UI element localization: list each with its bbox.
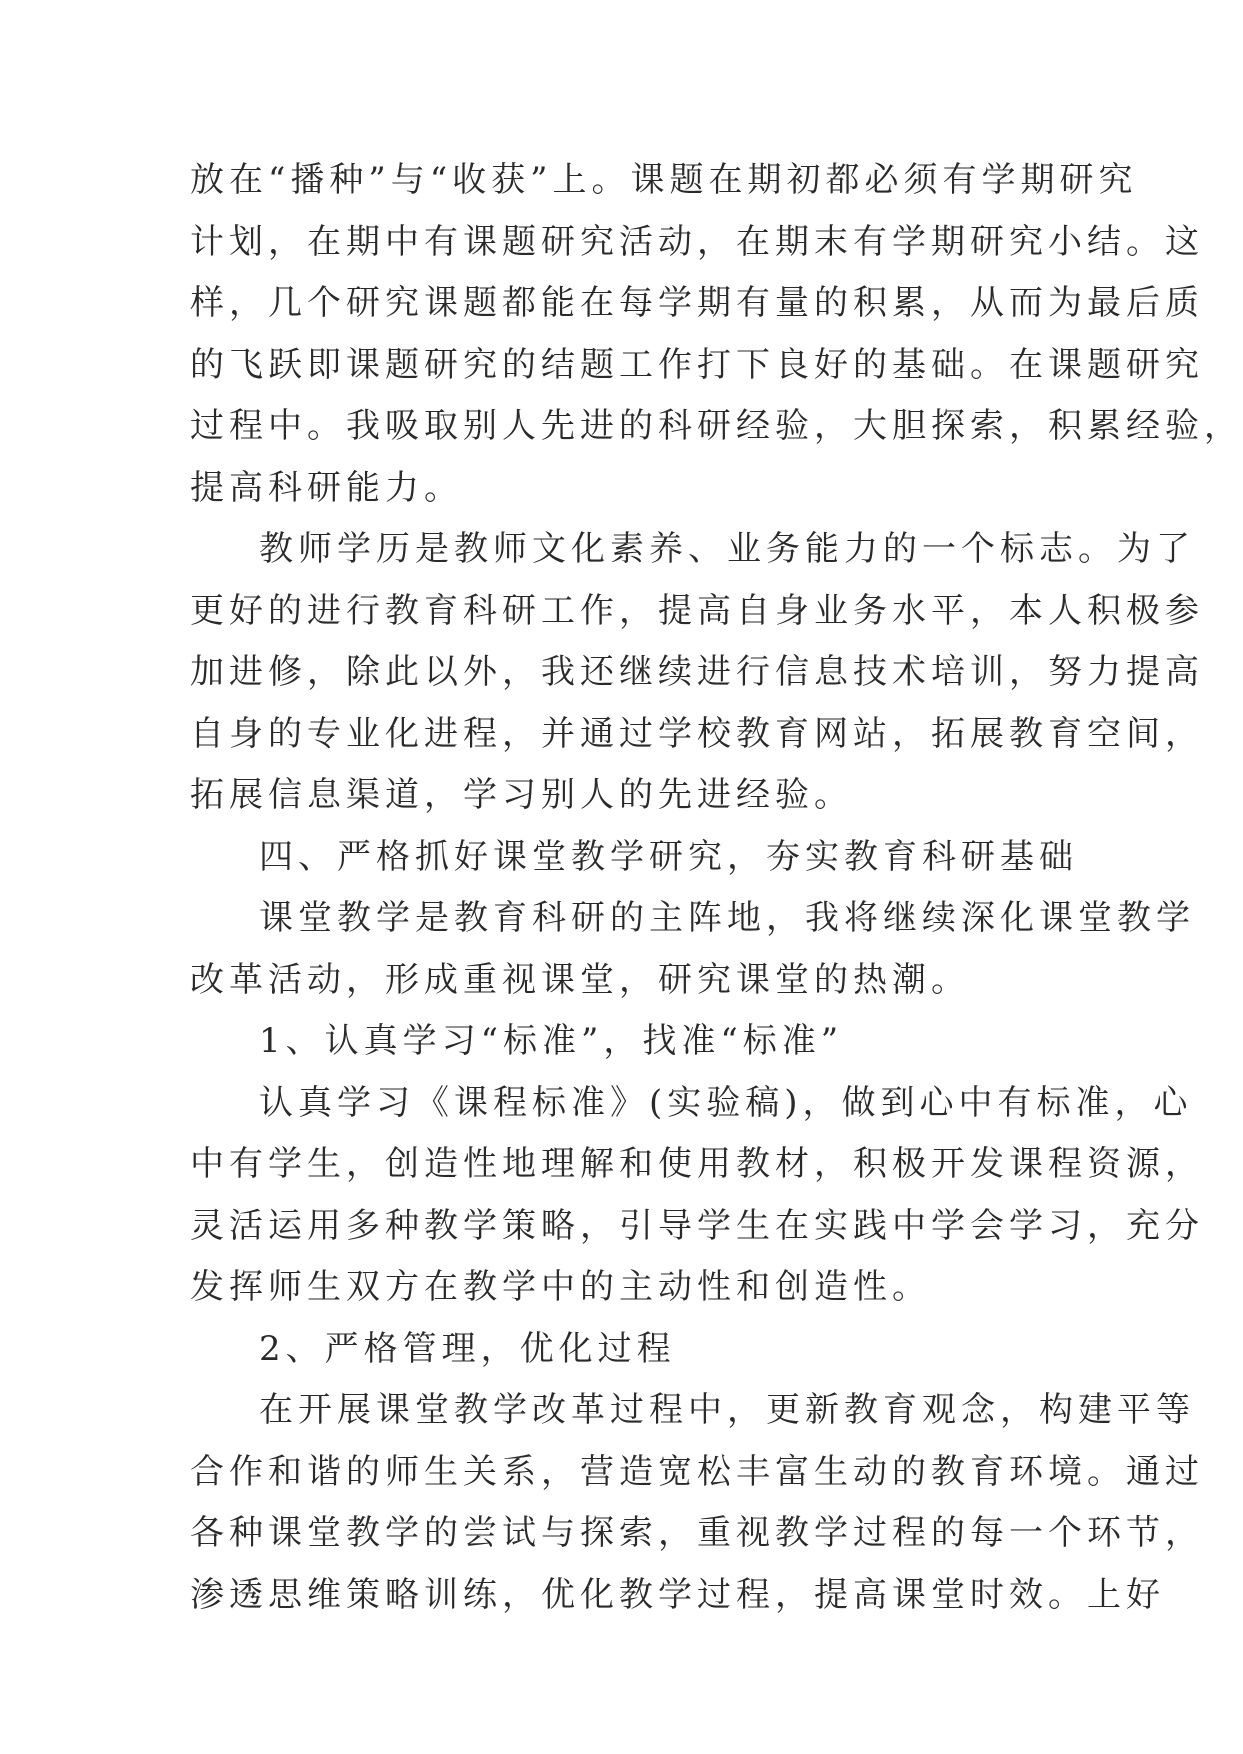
text-line: 提高科研能力。 bbox=[190, 467, 463, 508]
text-line: 改革活动，形成重视课堂，研究课堂的热潮。 bbox=[190, 959, 970, 1000]
document-body bbox=[190, 150, 1243, 1626]
subsection-heading: 2、严格管理，优化过程 bbox=[259, 1328, 676, 1369]
text-line: 自身的专业化进程，并通过学校教育网站，拓展教育空间， bbox=[190, 713, 1204, 754]
paragraph-teacher-qualification bbox=[190, 519, 1204, 827]
paragraph-classroom-teaching bbox=[190, 888, 1195, 1011]
paragraph-seeding-harvest bbox=[190, 150, 1243, 519]
text-line: 各种课堂教学的尝试与探索，重视教学过程的每一个环节， bbox=[190, 1513, 1204, 1553]
text-line: 合作和谐的师生关系，营造宽松丰富生动的教育环境。通过 bbox=[190, 1451, 1204, 1492]
text-line: 拓展信息渠道，学习别人的先进经验。 bbox=[190, 775, 853, 815]
text-line: 在开展课堂教学改革过程中，更新教育观念，构建平等 bbox=[259, 1390, 1195, 1430]
text-line: 灵活运用多种教学策略，引导学生在实践中学会学习，充分 bbox=[190, 1205, 1204, 1246]
subheading-one bbox=[190, 1011, 1070, 1073]
text-line: 的飞跃即课题研究的结题工作打下良好的基础。在课题研究 bbox=[190, 344, 1204, 385]
text-line: 加进修，除此以外，我还继续进行信息技术培训，努力提高 bbox=[190, 652, 1204, 692]
text-line: 样，几个研究课题都能在每学期有量的积累，从而为最后质 bbox=[190, 283, 1204, 323]
paragraph-teaching-reform bbox=[190, 1380, 1204, 1626]
text-line: 发挥师生双方在教学中的主动性和创造性。 bbox=[190, 1267, 931, 1307]
text-line: 更好的进行教育科研工作，提高自身业务水平，本人积极参 bbox=[190, 590, 1204, 631]
text-line: 渗透思维策略训练，优化教学过程，提高课堂时效。上好 bbox=[190, 1574, 1165, 1615]
section-heading: 四、严格抓好课堂教学研究，夯实教育科研基础 bbox=[259, 836, 1078, 877]
subheading-two bbox=[190, 1319, 1070, 1381]
text-line: 认真学习《课程标准》(实验稿)，做到心中有标准，心 bbox=[259, 1082, 1193, 1123]
text-line: 过程中。我吸取别人先进的科研经验，大胆探索，积累经验， bbox=[190, 406, 1243, 446]
paragraph-curriculum-standard bbox=[190, 1073, 1204, 1319]
text-line: 中有学生，创造性地理解和使用教材，积极开发课程资源， bbox=[190, 1144, 1204, 1184]
subsection-heading: 1、认真学习“标准”，找准“标准” bbox=[259, 1021, 844, 1061]
text-line: 计划，在期中有课题研究活动，在期末有学期研究小结。这 bbox=[190, 221, 1204, 262]
text-line: 教师学历是教师文化素养、业务能力的一个标志。为了 bbox=[259, 529, 1195, 569]
text-line: 放在“播种”与“收获”上。课题在期初都必须有学期研究 bbox=[190, 160, 1138, 200]
text-line: 课堂教学是教育科研的主阵地，我将继续深化课堂教学 bbox=[259, 898, 1195, 938]
section-heading-four bbox=[190, 827, 1078, 889]
